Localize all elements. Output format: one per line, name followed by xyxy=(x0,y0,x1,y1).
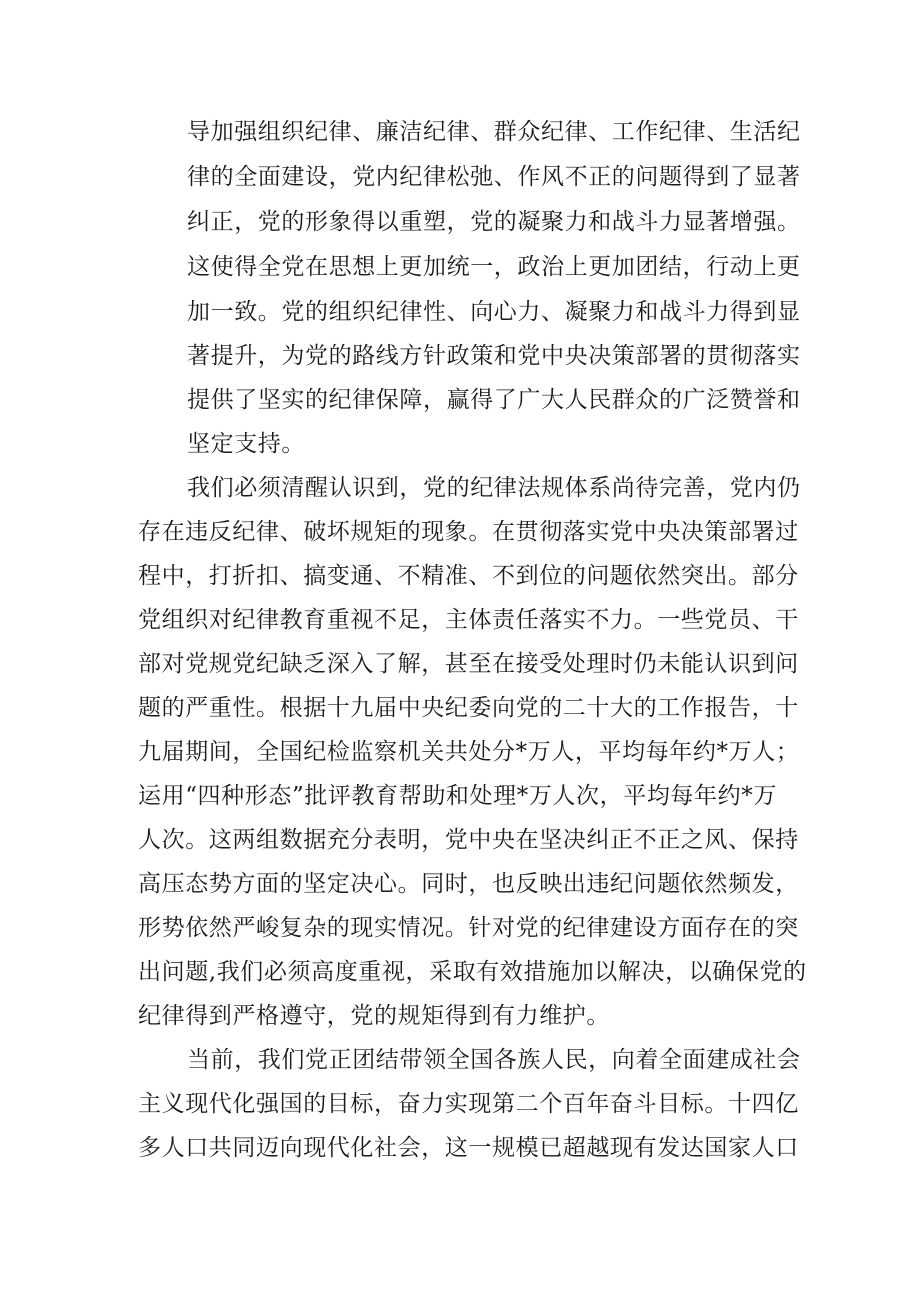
text-line: 存在违反纪律、破坏规矩的现象。在贯彻落实党中央决策部署过 xyxy=(138,519,799,545)
text-line: 程中，打折扣、搞变通、不精准、不到位的问题依然突出。部分 xyxy=(138,563,799,589)
text-line: 多人口共同迈向现代化社会，这一规模已超越现有发达国家人口 xyxy=(138,1135,799,1161)
text-line: 运用“四种形态”批评教育帮助和处理*万人次，平均每年约*万 xyxy=(138,783,777,809)
text-line: 九届期间，全国纪检监察机关共处分*万人，平均每年约*万人； xyxy=(138,739,800,765)
text-line: 出问题,我们必须高度重视，采取有效措施加以解决，以确保党的 xyxy=(138,959,807,985)
text-line: 当前，我们党正团结带领全国各族人民，向着全面建成社会 xyxy=(187,1047,801,1073)
text-line: 纪律得到严格遵守，党的规矩得到有力维护。 xyxy=(138,1003,610,1029)
text-line: 导加强组织纪律、廉洁纪律、群众纪律、工作纪律、生活纪 xyxy=(187,119,801,145)
text-line: 人次。这两组数据充分表明，党中央在坚决纠正不正之风、保持 xyxy=(138,827,799,853)
text-line: 坚定支持。 xyxy=(187,431,305,457)
text-line: 律的全面建设，党内纪律松弛、作风不正的问题得到了显著 xyxy=(187,164,801,190)
text-line: 我们必须清醒认识到，党的纪律法规体系尚待完善，党内仍 xyxy=(187,475,801,501)
text-line: 高压态势方面的坚定决心。同时，也反映出违纪问题依然频发， xyxy=(138,871,799,897)
text-line: 党组织对纪律教育重视不足，主体责任落实不力。一些党员、干 xyxy=(138,607,799,633)
text-line: 著提升，为党的路线方针政策和党中央决策部署的贯彻落实 xyxy=(187,343,801,369)
text-line: 部对党规党纪缺乏深入了解，甚至在接受处理时仍未能认识到问 xyxy=(138,651,799,677)
text-line: 纠正，党的形象得以重塑，党的凝聚力和战斗力显著增强。 xyxy=(187,209,801,235)
text-line: 形势依然严峻复杂的现实情况。针对党的纪律建设方面存在的突 xyxy=(138,915,799,941)
text-line: 提供了坚实的纪律保障，赢得了广大人民群众的广泛赞誉和 xyxy=(187,387,801,413)
text-line: 加一致。党的组织纪律性、向心力、凝聚力和战斗力得到显 xyxy=(187,299,801,325)
text-line: 这使得全党在思想上更加统一，政治上更加团结，行动上更 xyxy=(187,254,801,280)
text-line: 主义现代化强国的目标，奋力实现第二个百年奋斗目标。十四亿 xyxy=(138,1091,799,1117)
text-line: 题的严重性。根据十九届中央纪委向党的二十大的工作报告，十 xyxy=(138,695,799,721)
